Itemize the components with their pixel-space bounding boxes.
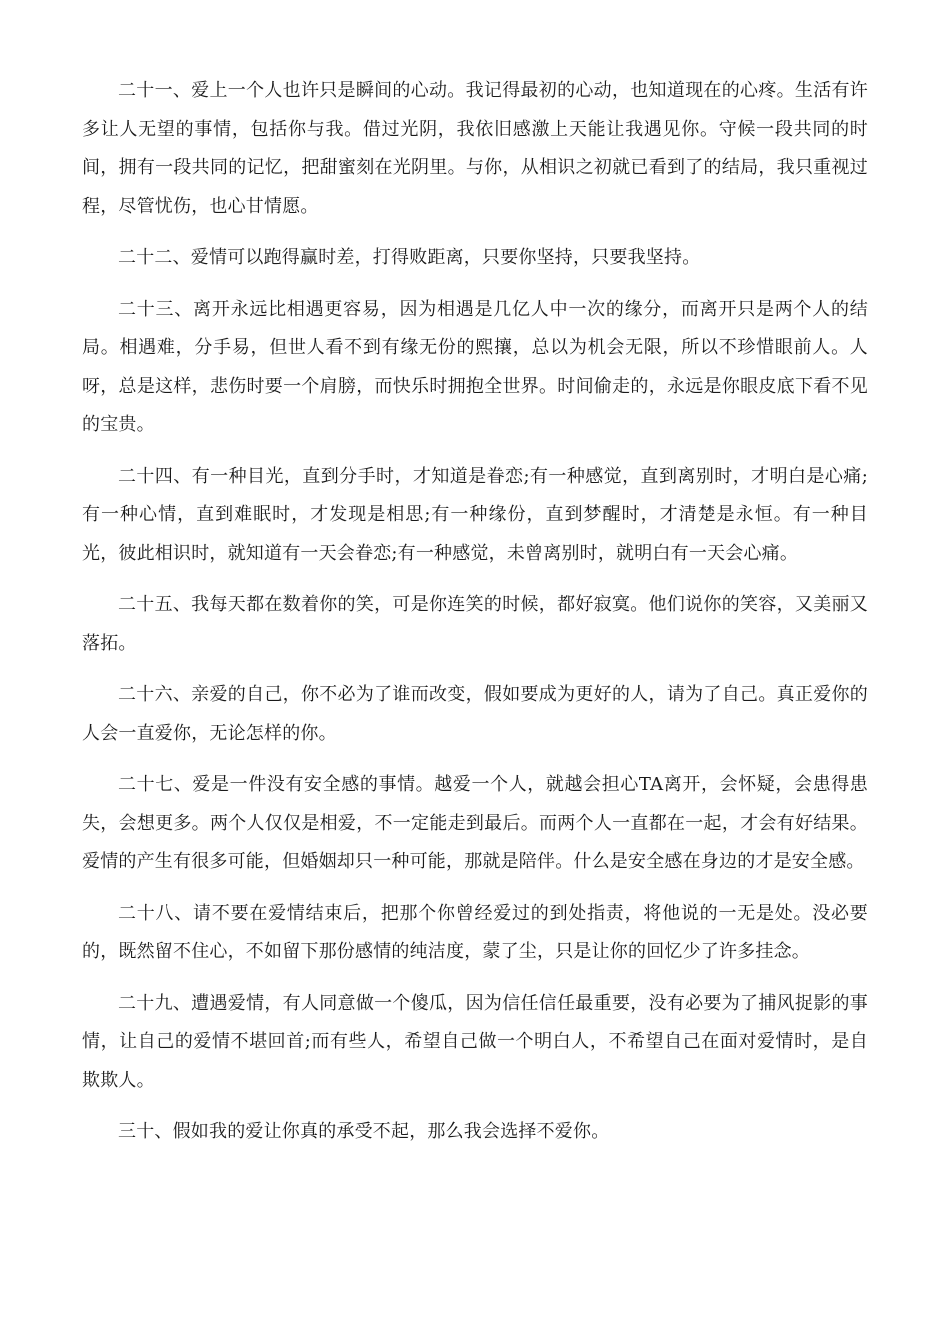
paragraph-27: 二十七、爱是一件没有安全感的事情。越爱一个人，就越会担心TA离开，会怀疑，会患得患失，会想更多。两个人仅仅是相爱，不一定能走到最后。而两个人一直都在一起，才会有好结果。爱情的产生有很多可能，但婚姻却只一种可能，那就是陪伴。什么是安全感在身边的才是安全感。 [82,774,868,872]
paragraph-26: 二十六、亲爱的自己，你不必为了谁而改变，假如要成为更好的人，请为了自己。真正爱你的人会一直爱你，无论怎样的你。 [82,684,868,744]
paragraph-21: 二十一、爱上一个人也许只是瞬间的心动。我记得最初的心动，也知道现在的心疼。生活有许多让人无望的事情，包括你与我。借过光阴，我依旧感激上天能让我遇见你。守候一段共同的时间，拥有一段共同的记忆，把甜蜜刻在光阴里。与你，从相识之初就已看到了的结局，我只重视过程，尽管忧伤，也心甘情愿。 [82,80,868,217]
document-body [82,72,868,1165]
paragraph-24: 二十四、有一种目光，直到分手时，才知道是眷恋;有一种感觉，直到离别时，才明白是心痛;有一种心情，直到难眠时，才发现是相思;有一种缘份，直到梦醒时，才清楚是永恒。有一种目光，彼此相识时，就知道有一天会眷恋;有一种感觉，未曾离别时，就明白有一天会心痛。 [82,465,868,564]
paragraph-22: 二十二、爱情可以跑得赢时差，打得败距离，只要你坚持，只要我坚持。 [118,247,701,268]
paragraph-29: 二十九、遭遇爱情，有人同意做一个傻瓜，因为信任信任最重要，没有必要为了捕风捉影的事情，让自己的爱情不堪回首;而有些人，希望自己做一个明白人，不希望自己在面对爱情时，是自欺欺人。 [82,992,868,1091]
paragraph-23: 二十三、离开永远比相遇更容易，因为相遇是几亿人中一次的缘分，而离开只是两个人的结局。相遇难，分手易，但世人看不到有缘无份的熙攘，总以为机会无限，所以不珍惜眼前人。人呀，总是这样，悲伤时要一个肩膀，而快乐时拥抱全世界。时间偷走的，永远是你眼皮底下看不见的宝贵。 [82,298,868,435]
paragraph-28: 二十八、请不要在爱情结束后，把那个你曾经爱过的到处指责，将他说的一无是处。没必要的，既然留不住心，不如留下那份感情的纯洁度，蒙了尘，只是让你的回忆少了许多挂念。 [82,902,868,962]
paragraph-30: 三十、假如我的爱让你真的承受不起，那么我会选择不爱你。 [118,1121,610,1142]
paragraph-25: 二十五、我每天都在数着你的笑，可是你连笑的时候，都好寂寞。他们说你的笑容，又美丽又落拓。 [82,594,868,654]
